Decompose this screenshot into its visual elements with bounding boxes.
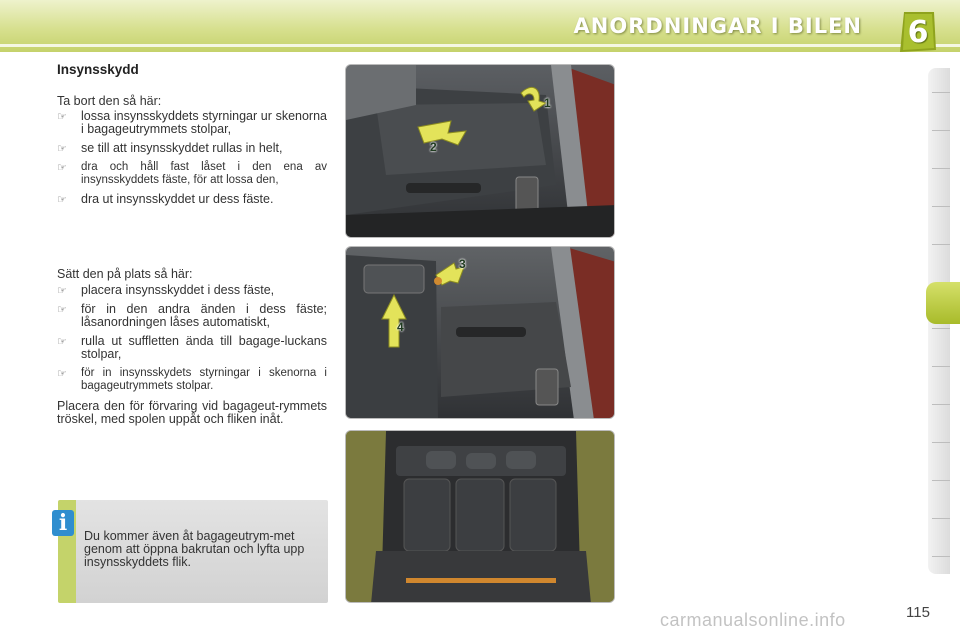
tab-divider	[932, 206, 950, 207]
header-stripe	[0, 44, 960, 47]
storage-note: Placera den för förvaring vid bagageut-rymmets tröskel, med spolen uppåt och fliken inåt.	[57, 399, 327, 426]
pointer-bullet-icon: ☞	[57, 304, 67, 316]
tab-divider	[932, 168, 950, 169]
list-item: ☞ för in den andra änden i dess fäste; låsanordningen låses automatiskt,	[57, 302, 327, 329]
pointer-bullet-icon: ☞	[57, 194, 67, 206]
figure-remove-cover	[345, 64, 615, 238]
chapter-number: 6	[907, 15, 929, 50]
section-title: Insynsskydd	[57, 62, 139, 77]
pointer-bullet-icon: ☞	[57, 336, 67, 348]
figure-label-4: 4	[397, 320, 404, 334]
list-item: ☞ placera insynsskyddet i dess fäste,	[57, 283, 275, 297]
figure-label-2: 2	[430, 140, 437, 154]
install-steps-list	[57, 284, 327, 399]
pointer-bullet-icon: ☞	[57, 285, 67, 297]
list-item: ☞ för in insynsskydets styrningar i skenorna i bagageutrymmets stolpar.	[57, 367, 327, 392]
list-item: ☞ rulla ut suffletten ända till bagage-luckans stolpar,	[57, 334, 327, 361]
pointer-bullet-icon: ☞	[57, 368, 67, 380]
pointer-bullet-icon: ☞	[57, 162, 67, 174]
list-item: ☞ se till att insynsskyddet rullas in helt,	[57, 141, 283, 155]
remove-steps-list	[57, 110, 327, 212]
figure-install-cover	[345, 246, 615, 419]
figure-label-1: 1	[544, 96, 551, 110]
tab-divider	[932, 480, 950, 481]
chapter-title: ANORDNINGAR I BILEN	[573, 14, 862, 38]
tab-divider	[932, 442, 950, 443]
figure-trunk-view	[345, 430, 615, 603]
tab-divider	[932, 328, 950, 329]
pointer-bullet-icon: ☞	[57, 143, 67, 155]
tab-divider	[932, 130, 950, 131]
tab-divider	[932, 92, 950, 93]
tab-divider	[932, 244, 950, 245]
figure-label-3: 3	[459, 257, 466, 271]
watermark: carmanualsonline.info	[660, 610, 846, 630]
chapter-tab-active[interactable]	[926, 282, 960, 324]
list-item: ☞ lossa insynsskyddets styrningar ur skenorna i bagageutrymmets stolpar,	[57, 109, 327, 136]
info-icon: i	[52, 510, 74, 536]
tab-divider	[932, 366, 950, 367]
pointer-bullet-icon: ☞	[57, 111, 67, 123]
remove-intro: Ta bort den så här:	[57, 94, 162, 108]
chapter-badge	[898, 10, 938, 54]
list-item: ☞ dra ut insynsskyddet ur dess fäste.	[57, 192, 274, 206]
tab-divider	[932, 556, 950, 557]
tab-divider	[932, 404, 950, 405]
info-text: Du kommer även åt bagageutrym-met genom att öppna bakrutan och lyfta upp insynsskyddets flik.	[84, 529, 305, 569]
tab-divider	[932, 518, 950, 519]
list-item: ☞ dra och håll fast låset i den ena av insynsskyddets fäste, för att lossa den,	[57, 161, 327, 186]
page-number: 115	[906, 604, 930, 621]
install-intro: Sätt den på plats så här:	[57, 267, 193, 281]
